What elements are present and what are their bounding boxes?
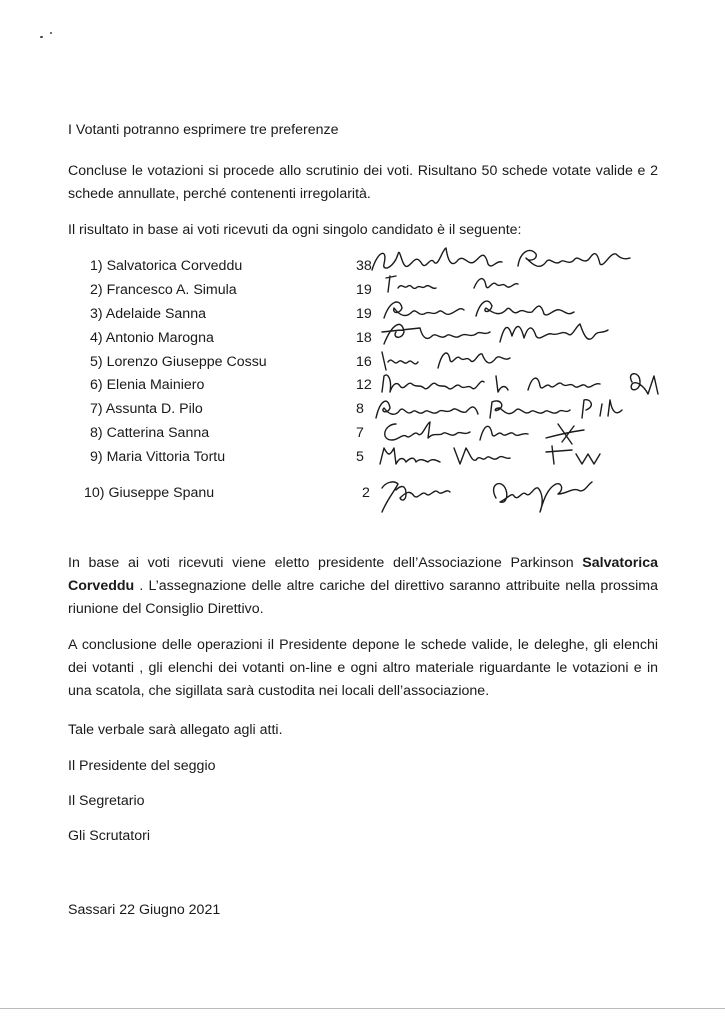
election-text-after: . L’assegnazione delle altre cariche del direttivo saranno attribuite nella prossima riunione del Consiglio Direttivo.	[68, 578, 658, 617]
scrutineers-line: Gli Scrutatori	[68, 828, 150, 844]
candidate-votes: 5	[356, 449, 364, 465]
scan-speck	[40, 36, 43, 38]
candidate-row	[90, 354, 267, 370]
candidate-number: 4)	[90, 330, 103, 346]
candidate-name: Catterina Sanna	[106, 425, 210, 441]
candidate-number: 1)	[90, 258, 103, 274]
candidate-votes: 2	[362, 485, 370, 501]
elected-president-name: Salvatorica Corveddu	[68, 555, 658, 594]
election-paragraph	[68, 552, 658, 621]
candidate-number: 9)	[90, 449, 103, 465]
handwritten-signature	[382, 270, 532, 296]
candidate-row	[90, 282, 237, 298]
candidate-votes: 7	[356, 425, 364, 441]
candidate-number: 3)	[90, 306, 103, 322]
place-date: Sassari 22 Giugno 2021	[68, 902, 221, 918]
candidate-votes: 38	[356, 258, 372, 274]
candidate-name: Adelaide Sanna	[105, 306, 206, 322]
secretary-line: Il Segretario	[68, 793, 145, 809]
handwritten-signature	[376, 472, 606, 518]
candidate-number: 6)	[90, 377, 103, 393]
candidate-votes: 12	[356, 377, 372, 393]
candidate-votes: 8	[356, 401, 364, 417]
candidate-votes: 16	[356, 354, 372, 370]
handwritten-signature	[376, 440, 626, 470]
candidate-name: Antonio Marogna	[105, 330, 214, 346]
candidate-name: Francesco A. Simula	[106, 282, 237, 298]
scrutinio-paragraph: Concluse le votazioni si procede allo scrutinio dei voti. Risultano 50 schede votate valide e 2 schede annullate, perché contenenti irregolarità.	[68, 163, 658, 202]
candidate-name: Maria Vittoria Tortu	[106, 449, 226, 465]
candidate-row	[90, 401, 203, 417]
candidate-number: 5)	[90, 354, 103, 370]
candidate-votes: 19	[356, 306, 372, 322]
candidate-row	[90, 258, 242, 274]
candidate-votes: 19	[356, 282, 372, 298]
candidate-row	[90, 449, 225, 465]
candidate-name: Salvatorica Corveddu	[106, 258, 243, 274]
candidate-number: 2)	[90, 282, 103, 298]
scan-speck	[50, 32, 52, 34]
election-text-before: In base ai voti ricevuti viene eletto presidente dell’Associazione Parkinson	[68, 555, 583, 571]
candidate-number: 7)	[90, 401, 103, 417]
candidate-row	[90, 377, 204, 393]
intro-line: I Votanti potranno esprimere tre preferenze	[68, 122, 339, 138]
candidate-name: Giuseppe Spanu	[108, 485, 215, 501]
scan-edge-line	[0, 1008, 725, 1009]
conclusion-paragraph: A conclusione delle operazioni il Presidente depone le schede valide, le deleghe, gli elenchi dei votanti , gli elenchi dei votanti on-line e ogni altro materiale riguardante le votazioni e in una scatola, che sigillata sarà custodita nei locali dell’associazione.	[68, 637, 658, 699]
candidate-votes: 18	[356, 330, 372, 346]
candidate-row	[90, 306, 206, 322]
candidate-name: Lorenzo Giuseppe Cossu	[106, 354, 267, 370]
candidate-row	[90, 330, 214, 346]
candidate-number: 8)	[90, 425, 103, 441]
results-intro: Il risultato in base ai voti ricevuti da ogni singolo candidato è il seguente:	[68, 222, 522, 238]
candidate-row	[90, 425, 209, 441]
president-line: Il Presidente del seggio	[68, 758, 216, 774]
candidate-number: 10)	[84, 485, 105, 501]
candidate-row	[84, 485, 214, 501]
candidate-name: Assunta D. Pilo	[105, 401, 203, 417]
candidate-name: Elenia Mainiero	[106, 377, 205, 393]
attach-line: Tale verbale sarà allegato agli atti.	[68, 722, 283, 738]
